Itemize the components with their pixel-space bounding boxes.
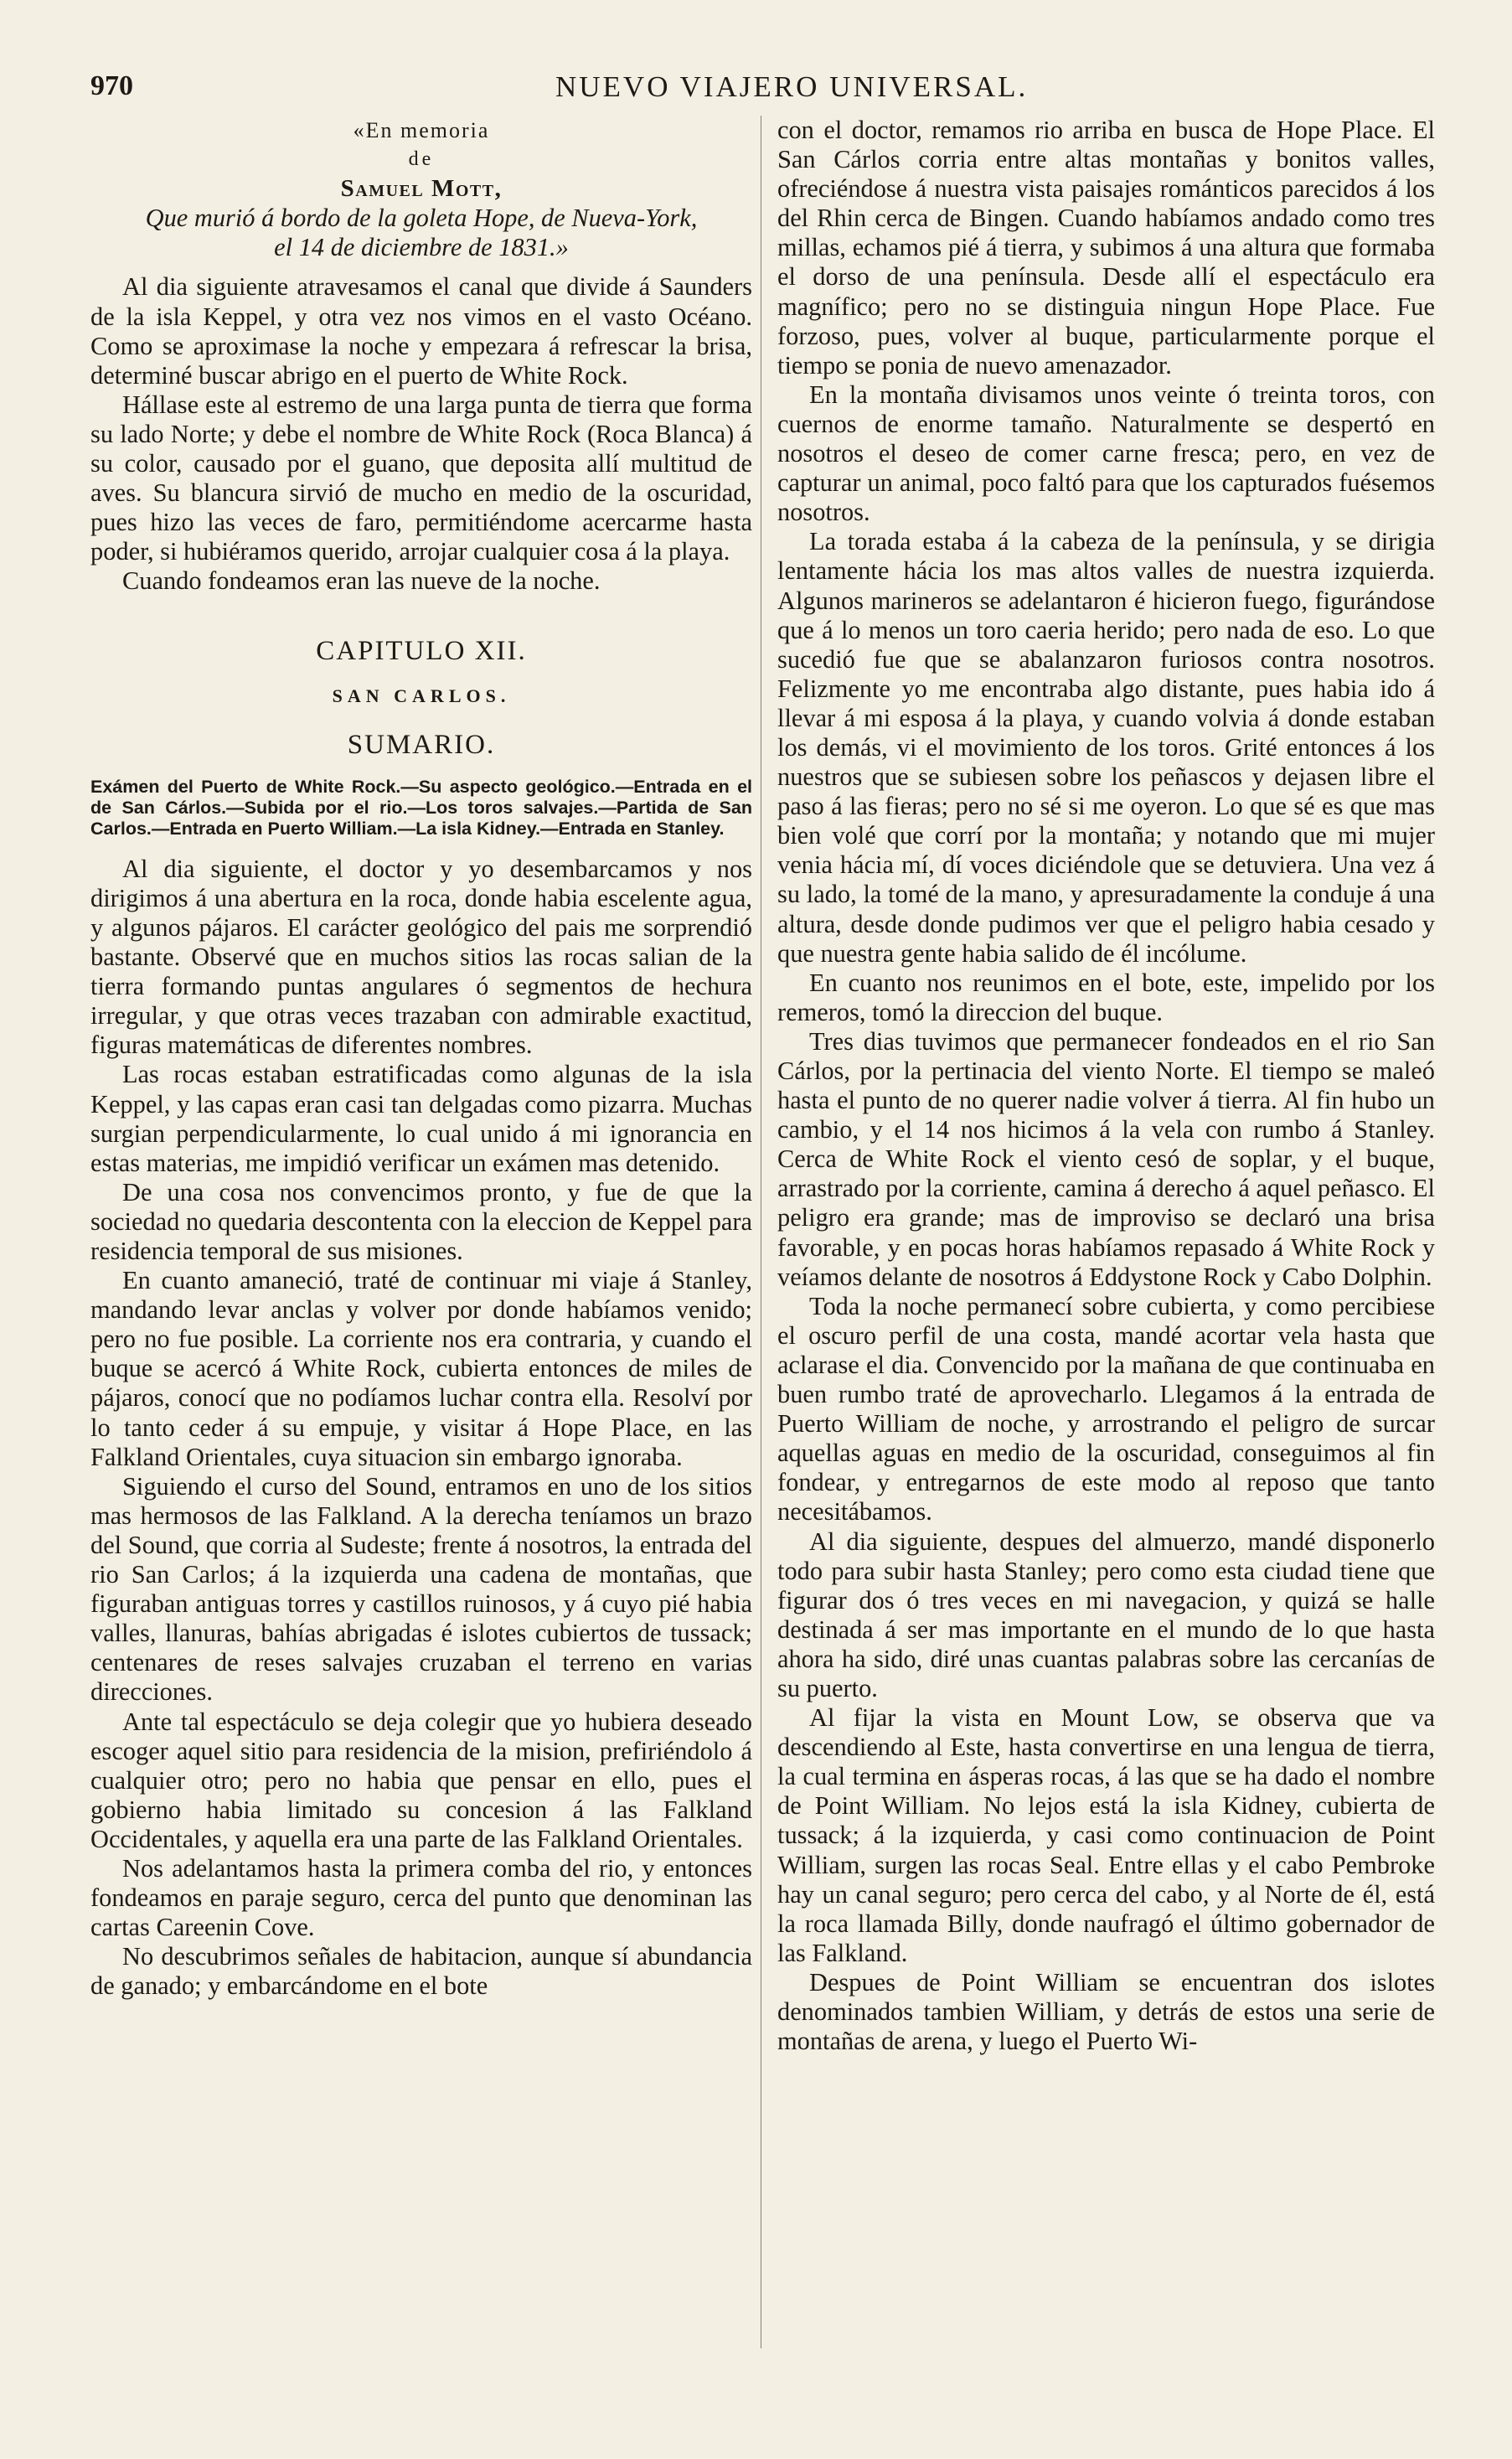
paragraph: Nos adelantamos hasta la primera comba del rio, y entonces fondeamos en paraje seguro, cerca del punto que denominan las cartas Careenin Cove. — [90, 1853, 752, 1942]
page-number: 970 — [90, 70, 133, 101]
paragraph: Al dia siguiente atravesamos el canal que divide á Saunders de la isla Keppel, y otra vez nos vimos en el vasto Océano. Como se aproximase la noche y empezara á refrescar la brisa, determiné buscar abrigo en el puerto de White Rock. — [90, 272, 752, 390]
paragraph: Al dia siguiente, el doctor y yo desembarcamos y nos dirigimos á una abertura en la roca, donde habia escelente agua, y algunos pájaros. El carácter geológico del pais me sorprendió bastante. Observé que en muchos sitios las rocas salian de la tierra formando puntas angulares ó segmentos de hechura irregular, y que otras veces trazaban con admirable exactitud, figuras matemáticas de diferentes nombres. — [90, 854, 752, 1060]
left-column — [90, 116, 752, 2001]
chapter-summary: Exámen del Puerto de White Rock.—Su aspecto geológico.—Entrada en el de San Cárlos.—Subida por el rio.—Los toros salvajes.—Partida de San Carlos.—Entrada en Puerto William.—La isla Kidney.—Entrada en Stanley. — [90, 776, 752, 839]
paragraph: No descubrimos señales de habitacion, aunque sí abundancia de ganado; y embarcándome en el bote — [90, 1942, 752, 2001]
paragraph: Cuando fondeamos eran las nueve de la noche. — [122, 566, 601, 596]
paragraph: Ante tal espectáculo se deja colegir que yo hubiera deseado escoger aquel sitio para residencia de la mision, prefiriéndolo á cualquier otro; pero no habia que pensar en ello, pues el gobierno habia limitado su concesion á las Falkland Occidentales, y aquella era una parte de las Falkland Orientales. — [90, 1707, 752, 1853]
paragraph: La torada estaba á la cabeza de la península, y se dirigia lentamente hácia los mas altos valles de nuestra izquierda. Algunos marineros se adelantaron é hicieron fuego, figurándose que á lo menos un toro caeria herido; pero nada de eso. Lo que sucedió fue que se abalanzaron furiosos contra nosotros. Felizmente yo me encontraba algo distante, pues habia ido á llevar á mi esposa á la playa, y cuando volvia á donde estaban los demás, vi el movimiento de los toros. Grité entonces á los nuestros que se subiesen sobre los peñascos y dejasen libre el paso á las fieras; pero no sé si me oyeron. Lo que sé es que mas bien volé que corrí por la montaña; y notando que mi mujer venia hácia mí, dí voces diciéndole que se detuviera. Una vez á su lado, la tomé de la mano, y apresuradamente la conduje á una altura, desde donde pudimos ver que el peligro habia cesado y que nuestra gente habia salido de él incólume. — [777, 527, 1435, 968]
paragraph: Hállase este al estremo de una larga punta de tierra que forma su lado Norte; y debe el nombre de White Rock (Roca Blanca) á su color, causado por el guano, que deposita allí multitud de aves. Su blancura sirvió de mucho en medio de la oscuridad, pues hizo las veces de faro, permitiéndome acercarme hasta poder, si hubiéramos querido, arrojar cualquier cosa á la playa. — [90, 390, 752, 566]
paragraph: con el doctor, remamos rio arriba en busca de Hope Place. El San Cárlos corria entre altas montañas y bonitos valles, ofreciéndose á nuestra vista paisajes románticos parecidos á los del Rhin cerca de Bingen. Cuando habíamos andado como tres millas, echamos pié á tierra, y subimos á una altura que formaba el dorso de una península. Desde allí el espectáculo era magnífico; pero no se distinguia ningun Hope Place. Fue forzoso, pues, volver al buque, particularmente porque el tiempo se ponia de nuevo amenazador. — [777, 116, 1435, 380]
paragraph: En la montaña divisamos unos veinte ó treinta toros, con cuernos de enorme tamaño. Naturalmente se despertó en nosotros el deseo de comer carne fresca; pero, en vez de capturar un animal, poco faltó para que los capturados fuésemos nosotros. — [777, 380, 1435, 527]
memorial-name: Samuel Mott, — [340, 175, 503, 203]
paragraph: De una cosa nos convencimos pronto, y fue de que la sociedad no quedaria descontenta con la eleccion de Keppel para residencia temporal de sus misiones. — [90, 1177, 752, 1265]
running-title: NUEVO VIAJERO UNIVERSAL. — [555, 70, 1029, 103]
memorial-inscription — [90, 116, 752, 262]
paragraph: En cuanto nos reunimos en el bote, este, impelido por los remeros, tomó la direccion del buque. — [777, 968, 1435, 1026]
spacer — [90, 262, 752, 272]
paragraph: Tres dias tuvimos que permanecer fondeados en el rio San Cárlos, por la pertinacia del viento Norte. El tiempo se maleó hasta el punto de no querer nadie volver á tierra. Al fin hubo un cambio, y el 14 nos hicimos á la vela con rumbo á Stanley. Cerca de White Rock el viento cesó de soplar, y el buque, arrastrado por la corriente, camina á derecho á aquel peñasco. El peligro era grande; mas de improviso se declaró una brisa favorable, y en pocas horas habíamos repasado á White Rock y veíamos delante de nosotros á Eddystone Rock y Cabo Dolphin. — [777, 1026, 1435, 1291]
page-header — [90, 70, 1464, 112]
memorial-line-2: de — [408, 148, 435, 171]
chapter-subtitle: SAN CARLOS. — [332, 684, 511, 706]
paragraph: Siguiendo el curso del Sound, entramos en uno de los sitios mas hermosos de las Falkland. A la derecha teníamos un brazo del Sound, que corria al Sudeste; frente á nosotros, la entrada del rio San Carlos; á la izquierda una cadena de montañas, que figuraban antiguas torres y castillos ruinosos, y á cuyo pié habia valles, llanuras, bahías abrigadas é islotes cubiertos de tussack; centenares de reses salvajes cruzaban el terreno en varias direcciones. — [90, 1471, 752, 1707]
paragraph: Al fijar la vista en Mount Low, se observa que va descendiendo al Este, hasta convertirse en una lengua de tierra, la cual termina en ásperas rocas, á las que se ha dado el nombre de Point William. No lejos está la isla Kidney, cubierta de tussack; á la izquierda, y casi como continuacion de Point William, surgen las rocas Seal. Entre ellas y el cabo Pembroke hay un canal seguro; pero cerca del cabo, y al Norte de él, está la roca llamada Billy, donde naufragó el último gobernador de las Falkland. — [777, 1703, 1435, 1967]
paragraph: Toda la noche permanecí sobre cubierta, y como percibiese el oscuro perfil de una costa, mandé acortar vela hasta que aclarase el dia. Convencido por la mañana de que continuaba en buen rumbo traté de aprovecharlo. Llegamos á la entrada de Puerto William de noche, y arrostrando el peligro de surcar aquellas aguas en medio de la oscuridad, conseguimos al fin fondear, y entregarnos de este modo al reposo que tanto necesitábamos. — [777, 1291, 1435, 1527]
paragraph: Al dia siguiente, despues del almuerzo, mandé disponerlo todo para subir hasta Stanley; pero como esta ciudad tiene que figurar dos ó tres veces en mi navegacion, y quizá se halle destinada á ser mas importante en el mundo de lo que hasta ahora ha sido, diré unas cuantas palabras sobre las cercanías de su puerto. — [777, 1527, 1435, 1702]
memorial-dedication: Que murió á bordo de la goleta Hope, de Nueva-York, el 14 de diciembre de 1831.» — [145, 204, 698, 262]
paragraph: En cuanto amaneció, traté de continuar mi viaje á Stanley, mandando levar anclas y volver por donde habíamos venido; pero no fue posible. La corriente nos era contraria, y cuando el buque se acercó á White Rock, cubierta entonces de miles de pájaros, conocí que no podíamos luchar contra ella. Resolví por lo tanto ceder á su empuje, y visitar á Hope Place, en las Falkland Orientales, cuya situacion sin embargo ignoraba. — [90, 1266, 752, 1471]
memorial-line-1: «En memoria — [353, 118, 490, 142]
paragraph: Despues de Point William se encuentran dos islotes denominados tambien William, y detrás de estos una serie de montañas de arena, y luego el Puerto Wi- — [777, 1967, 1435, 2056]
summary-heading: SUMARIO. — [347, 729, 496, 760]
chapter-heading: CAPITULO XII. — [316, 635, 527, 666]
right-column — [777, 116, 1435, 2056]
paragraph: Las rocas estaban estratificadas como algunas de la isla Keppel, y las capas eran casi tan delgadas como pizarra. Muchas surgian perpendicularmente, lo cual unido á mi ignorancia en estas materias, me impidió verificar un exámen mas detenido. — [90, 1060, 752, 1177]
